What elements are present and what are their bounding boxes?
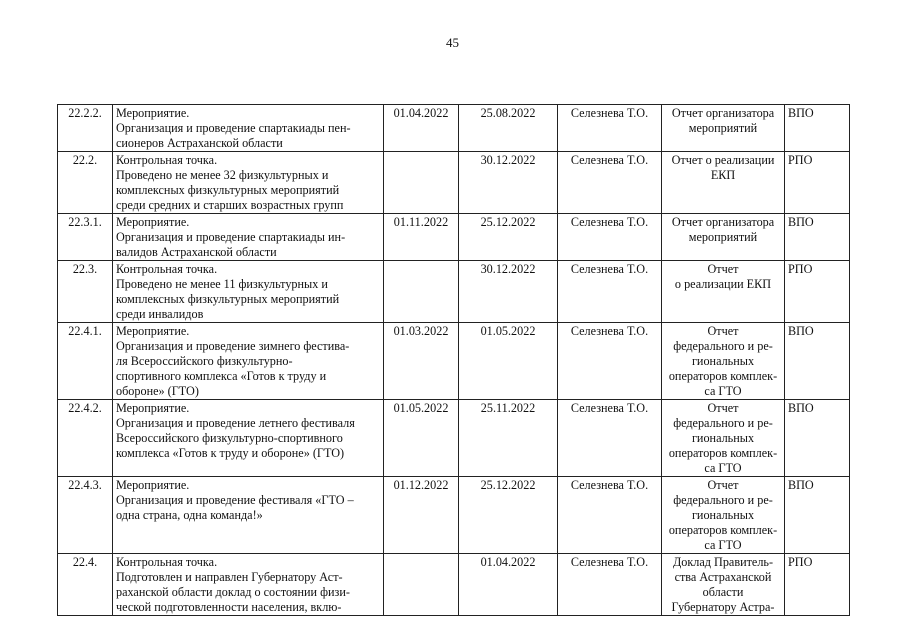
description-cell	[113, 554, 384, 616]
document-line: Отчет	[707, 324, 739, 338]
description-line: Проведено не менее 32 физкультурных и	[116, 168, 329, 182]
description-line: среди инвалидов	[116, 307, 204, 321]
document-cell	[662, 105, 785, 152]
document-line: области	[702, 585, 744, 599]
description-line: Организация и проведение фестиваля «ГТО –	[116, 493, 354, 507]
responsible-cell: Селезнева Т.О.	[558, 261, 662, 323]
document-line: федерального и ре-	[673, 339, 773, 353]
description-line: Всероссийского физкультурно-спортивного	[116, 431, 343, 445]
document-line: операторов комплек-	[668, 523, 778, 537]
responsible-cell: Селезнева Т.О.	[558, 554, 662, 616]
description-line: Мероприятие.	[116, 478, 190, 492]
description-cell	[113, 105, 384, 152]
report-level-cell: ВПО	[785, 323, 850, 400]
table-row	[58, 323, 850, 400]
document-line: федерального и ре-	[673, 493, 773, 507]
end-date-cell: 01.04.2022	[459, 554, 558, 616]
table-row	[58, 477, 850, 554]
document-line: Отчет о реализации	[671, 153, 775, 167]
item-number-cell: 22.3.	[58, 261, 113, 323]
description-line: Мероприятие.	[116, 106, 190, 120]
description-line: среди средних и старших возрастных групп	[116, 198, 344, 212]
report-level-cell: ВПО	[785, 477, 850, 554]
document-line: мероприятий	[688, 121, 758, 135]
description-cell	[113, 323, 384, 400]
start-date-cell: 01.04.2022	[384, 105, 459, 152]
end-date-cell: 25.08.2022	[459, 105, 558, 152]
end-date-cell: 01.05.2022	[459, 323, 558, 400]
document-line: Отчет	[707, 401, 739, 415]
document-line: Отчет организатора	[671, 106, 775, 120]
description-cell	[113, 152, 384, 214]
start-date-cell	[384, 554, 459, 616]
document-line: операторов комплек-	[668, 446, 778, 460]
report-level-cell: ВПО	[785, 105, 850, 152]
report-level-cell: РПО	[785, 152, 850, 214]
document-line: ЕКП	[710, 168, 736, 182]
start-date-cell	[384, 261, 459, 323]
document-cell	[662, 323, 785, 400]
table-row	[58, 152, 850, 214]
item-number-cell: 22.4.	[58, 554, 113, 616]
document-line: са ГТО	[704, 538, 742, 552]
page-number: 45	[446, 35, 459, 50]
description-cell	[113, 477, 384, 554]
description-line: Организация и проведение спартакиады пен-	[116, 121, 351, 135]
document-line: гиональных	[691, 431, 755, 445]
end-date-cell: 30.12.2022	[459, 261, 558, 323]
end-date-cell: 25.12.2022	[459, 477, 558, 554]
item-number-cell: 22.2.2.	[58, 105, 113, 152]
description-line: комплексных физкультурных мероприятий	[116, 292, 340, 306]
table-row	[58, 400, 850, 477]
description-line: сионеров Астраханской области	[116, 136, 283, 150]
start-date-cell: 01.12.2022	[384, 477, 459, 554]
document-line: са ГТО	[704, 384, 742, 398]
report-level-cell: ВПО	[785, 400, 850, 477]
start-date-cell	[384, 152, 459, 214]
plan-table	[57, 104, 850, 616]
document-line: ства Астраханской	[674, 570, 772, 584]
document-line: мероприятий	[688, 230, 758, 244]
end-date-cell: 30.12.2022	[459, 152, 558, 214]
document-cell	[662, 152, 785, 214]
description-line: Проведено не менее 11 физкультурных и	[116, 277, 328, 291]
document-cell	[662, 261, 785, 323]
report-level-cell: РПО	[785, 261, 850, 323]
description-line: обороне» (ГТО)	[116, 384, 199, 398]
responsible-cell: Селезнева Т.О.	[558, 477, 662, 554]
document-line: о реализации ЕКП	[674, 277, 772, 291]
table-row	[58, 105, 850, 152]
responsible-cell: Селезнева Т.О.	[558, 105, 662, 152]
description-line: Контрольная точка.	[116, 262, 218, 276]
responsible-cell: Селезнева Т.О.	[558, 323, 662, 400]
description-line: Организация и проведение летнего фестиваля	[116, 416, 355, 430]
document-line: операторов комплек-	[668, 369, 778, 383]
end-date-cell: 25.12.2022	[459, 214, 558, 261]
item-number-cell: 22.3.1.	[58, 214, 113, 261]
description-line: комплексных физкультурных мероприятий	[116, 183, 340, 197]
responsible-cell: Селезнева Т.О.	[558, 214, 662, 261]
document-cell	[662, 214, 785, 261]
description-line: одна страна, одна команда!»	[116, 508, 263, 522]
description-line: валидов Астраханской области	[116, 245, 277, 259]
report-level-cell: ВПО	[785, 214, 850, 261]
table-row	[58, 554, 850, 616]
description-line: Подготовлен и направлен Губернатору Аст-	[116, 570, 343, 584]
table-row	[58, 214, 850, 261]
item-number-cell: 22.4.1.	[58, 323, 113, 400]
document-line: гиональных	[691, 354, 755, 368]
item-number-cell: 22.4.2.	[58, 400, 113, 477]
responsible-cell: Селезнева Т.О.	[558, 152, 662, 214]
end-date-cell: 25.11.2022	[459, 400, 558, 477]
document-line: са ГТО	[704, 461, 742, 475]
table-row	[58, 261, 850, 323]
description-line: Организация и проведение спартакиады ин-	[116, 230, 346, 244]
description-line: Контрольная точка.	[116, 555, 218, 569]
document-line: гиональных	[691, 508, 755, 522]
responsible-cell: Селезнева Т.О.	[558, 400, 662, 477]
description-line: комплекса «Готов к труду и обороне» (ГТО)	[116, 446, 345, 460]
document-line: Отчет	[707, 262, 739, 276]
description-line: спортивного комплекса «Готов к труду и	[116, 369, 327, 383]
document-cell	[662, 554, 785, 616]
item-number-cell: 22.4.3.	[58, 477, 113, 554]
document-line: федерального и ре-	[673, 416, 773, 430]
description-line: ческой подготовленности населения, вклю-	[116, 600, 342, 614]
document-line: Отчет организатора	[671, 215, 775, 229]
description-cell	[113, 261, 384, 323]
description-line: Мероприятие.	[116, 401, 190, 415]
description-line: Контрольная точка.	[116, 153, 218, 167]
document-line: Губернатору Астра-	[671, 600, 775, 614]
description-line: Организация и проведение зимнего фестива-	[116, 339, 350, 353]
description-cell	[113, 400, 384, 477]
description-line: Мероприятие.	[116, 215, 190, 229]
start-date-cell: 01.11.2022	[384, 214, 459, 261]
description-line: ля Всероссийского физкультурно-	[116, 354, 293, 368]
start-date-cell: 01.05.2022	[384, 400, 459, 477]
document-line: Доклад Правитель-	[672, 555, 774, 569]
document-cell	[662, 477, 785, 554]
item-number-cell: 22.2.	[58, 152, 113, 214]
description-line: Мероприятие.	[116, 324, 190, 338]
description-cell	[113, 214, 384, 261]
description-line: раханской области доклад о состоянии физи-	[116, 585, 350, 599]
report-level-cell: РПО	[785, 554, 850, 616]
start-date-cell: 01.03.2022	[384, 323, 459, 400]
document-cell	[662, 400, 785, 477]
document-line: Отчет	[707, 478, 739, 492]
